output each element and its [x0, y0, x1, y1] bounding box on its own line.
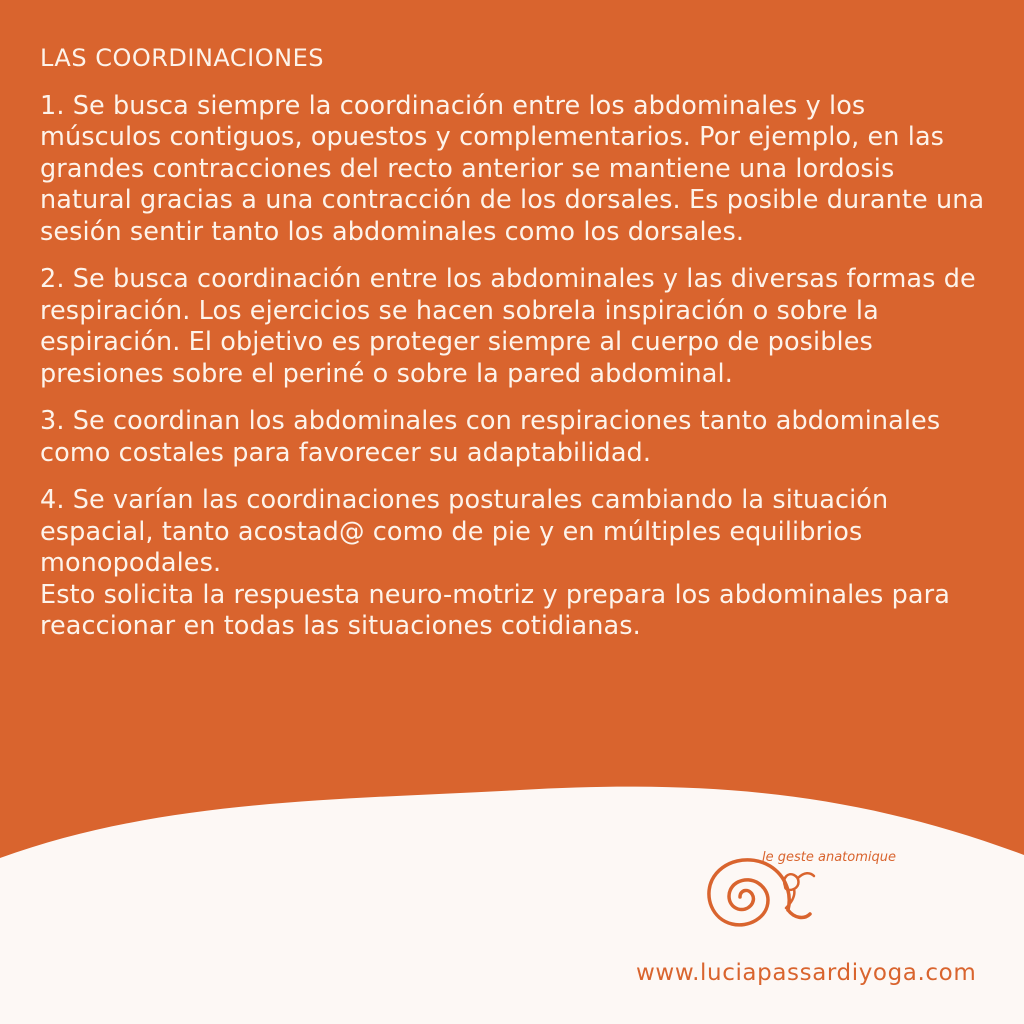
paragraph-1: 1. Se busca siempre la coordinación entre los abdominales y los músculos contiguos, opuestos y complementarios. Por ejemplo, en las grandes contracciones del recto anterior se mantiene una lordosis natural gracias a una contracción de los dorsales. Es posible durante una sesión sentir tanto los abdominales como los dorsales. — [40, 90, 985, 247]
paragraph-4: 4. Se varían las coordinaciones posturales cambiando la situación espacial, tanto acostad@ como de pie y en múltiples equilibrios monopodales. — [40, 485, 889, 579]
page-title: LAS COORDINACIONES — [40, 44, 325, 72]
logo-text: le geste anatomique — [762, 850, 896, 865]
main-content — [40, 44, 990, 659]
paragraph-2: 2. Se busca coordinación entre los abdominales y las diversas formas de respiración. Los ejercicios se hacen sobrela inspiración o sobre la espiración. El objetivo es proteger siempre al cuerpo de posibles presiones sobre el periné o sobre la pared abdominal. — [40, 264, 976, 389]
paragraph-3: 3. Se coordinan los abdominales con respiraciones tanto abdominales como costales para favorecer su adaptabilidad. — [40, 406, 941, 468]
paragraph-5: Esto solicita la respuesta neuro-motriz y prepara los abdominales para reaccionar en todas las situaciones cotidianas. — [40, 579, 950, 642]
website-link[interactable]: www.luciapassardiyoga.com — [636, 960, 977, 986]
